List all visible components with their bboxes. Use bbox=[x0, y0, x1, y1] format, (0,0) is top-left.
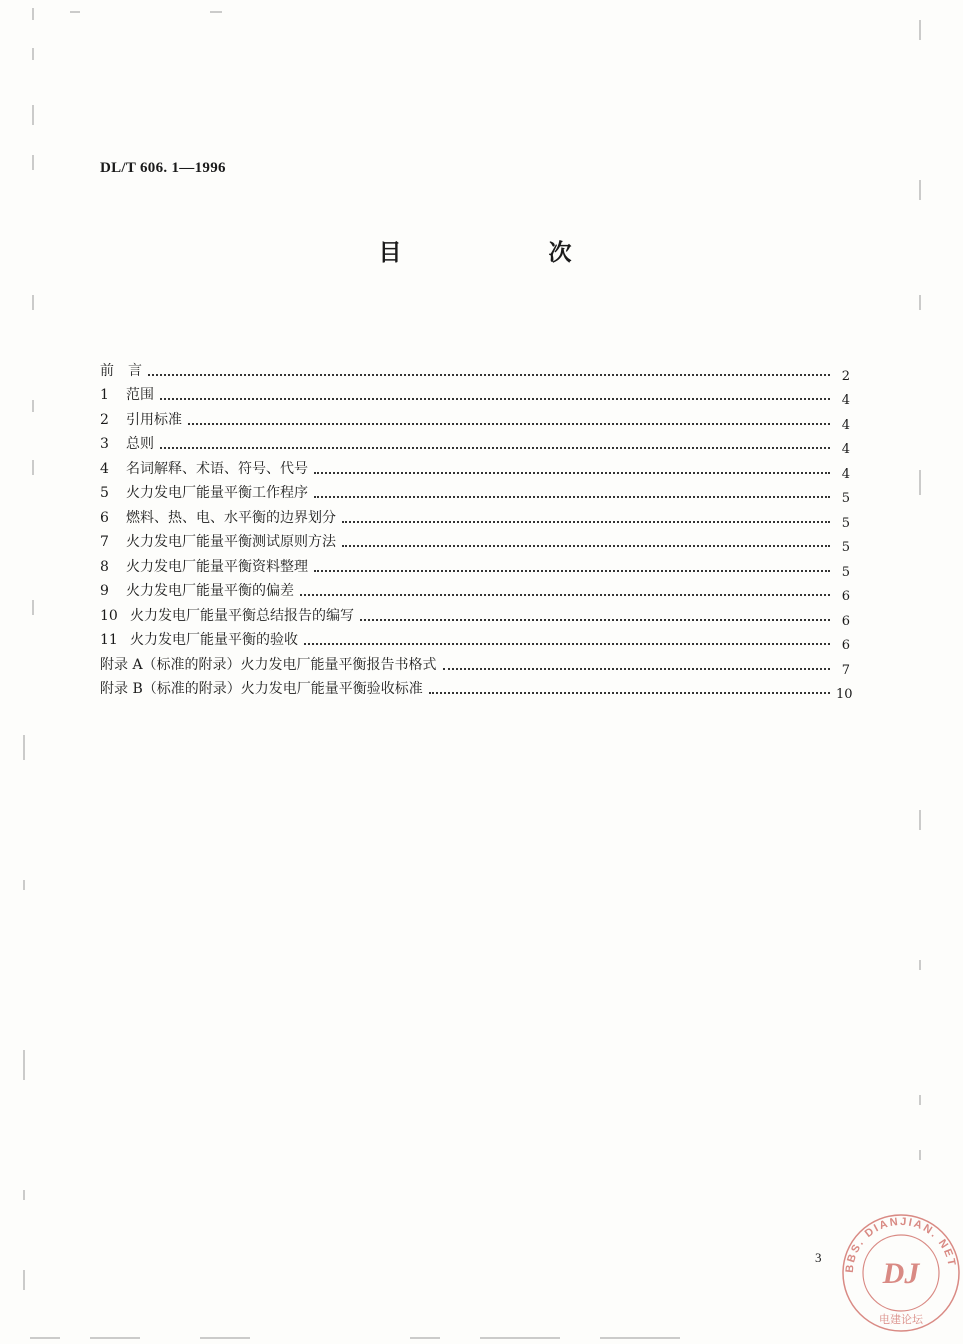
toc-entry-label bbox=[100, 580, 294, 600]
toc-entry-page: 4 bbox=[841, 466, 850, 482]
toc-entry-page: 6 bbox=[841, 613, 850, 629]
dot-leader bbox=[148, 374, 830, 376]
toc-entry bbox=[100, 380, 850, 408]
toc-entry-text: 范围 bbox=[126, 387, 154, 403]
dot-leader bbox=[314, 472, 830, 474]
toc-entry-page: 5 bbox=[841, 491, 850, 506]
toc-entry bbox=[100, 404, 850, 433]
toc-entry-text: 燃料、热、电、水平衡的边界划分 bbox=[126, 509, 336, 526]
toc-entry-text: 总则 bbox=[126, 436, 154, 452]
toc-entry-number: 2 bbox=[100, 411, 109, 428]
toc-entry-label bbox=[100, 531, 336, 551]
toc-entry-label bbox=[100, 678, 423, 698]
toc-entry-number: 11 bbox=[100, 632, 118, 648]
toc-entry bbox=[100, 576, 850, 604]
toc-entry-page: 4 bbox=[841, 393, 850, 408]
toc-entry-text: 名词解释、术语、符号、代号 bbox=[126, 460, 308, 477]
svg-text:DJ: DJ bbox=[882, 1257, 920, 1290]
toc-entry-page: 6 bbox=[841, 638, 850, 653]
toc-entry-label bbox=[100, 556, 308, 576]
toc-entry-text: 火力发电厂能量平衡总结报告的编写 bbox=[130, 607, 354, 624]
toc-entry bbox=[100, 551, 850, 580]
toc-entry-label bbox=[100, 360, 142, 380]
toc-entry-number: 8 bbox=[100, 558, 109, 575]
dot-leader bbox=[443, 668, 830, 670]
dianjian-stamp-logo bbox=[833, 1203, 963, 1333]
toc-entry bbox=[100, 600, 850, 629]
toc-entry-page: 4 bbox=[841, 417, 850, 433]
toc-entry-text: 前 言 bbox=[100, 362, 142, 379]
toc-entry-number: 3 bbox=[100, 436, 109, 452]
toc-entry-text: 火力发电厂能量平衡的偏差 bbox=[126, 583, 294, 599]
toc-entry-text: 火力发电厂能量平衡资料整理 bbox=[126, 558, 308, 575]
toc-entry-label bbox=[100, 409, 182, 429]
toc-entry-label bbox=[100, 433, 154, 453]
toc-entry-page: 5 bbox=[841, 564, 850, 580]
toc-entry bbox=[100, 649, 850, 678]
toc-entry-number: 10 bbox=[100, 607, 118, 624]
table-of-contents bbox=[100, 355, 853, 702]
svg-text:电建论坛: 电建论坛 bbox=[879, 1313, 923, 1326]
toc-entry-page: 7 bbox=[841, 662, 850, 678]
toc-entry-number: 5 bbox=[100, 485, 109, 501]
toc-entry-number: 1 bbox=[100, 387, 109, 403]
dot-leader bbox=[314, 570, 830, 572]
dot-leader bbox=[360, 619, 830, 621]
dot-leader bbox=[342, 521, 830, 523]
toc-entry bbox=[100, 478, 850, 506]
toc-entry-page: 5 bbox=[841, 515, 850, 531]
toc-entry bbox=[100, 453, 850, 482]
toc-entry-text: 附录 A（标准的附录）火力发电厂能量平衡报告书格式 bbox=[100, 656, 437, 673]
toc-entry-page: 10 bbox=[836, 687, 853, 702]
dot-leader bbox=[160, 447, 830, 449]
toc-entry-number: 6 bbox=[100, 509, 109, 526]
page-title: 目 次 bbox=[378, 239, 634, 266]
toc-entry bbox=[100, 625, 850, 653]
toc-entry-page: 5 bbox=[841, 540, 850, 555]
dot-leader bbox=[342, 545, 830, 547]
toc-entry-page: 4 bbox=[841, 442, 850, 457]
toc-entry-page: 6 bbox=[841, 589, 850, 604]
dot-leader bbox=[304, 643, 830, 645]
toc-entry-text: 附录 B（标准的附录）火力发电厂能量平衡验收标准 bbox=[100, 681, 423, 697]
dot-leader bbox=[300, 594, 830, 596]
toc-entry-label bbox=[100, 482, 308, 502]
page-number: 3 bbox=[815, 1250, 822, 1265]
toc-entry-label bbox=[100, 654, 437, 674]
dot-leader bbox=[188, 423, 830, 425]
toc-entry-label bbox=[100, 605, 354, 625]
toc-entry-text: 引用标准 bbox=[126, 411, 182, 428]
toc-entry-number: 4 bbox=[100, 460, 109, 477]
toc-entry-number: 7 bbox=[100, 534, 109, 550]
toc-entry bbox=[100, 355, 850, 384]
toc-entry bbox=[100, 502, 850, 531]
toc-entry-page: 2 bbox=[841, 368, 850, 384]
toc-entry-text: 火力发电厂能量平衡的验收 bbox=[130, 632, 298, 648]
svg-text:BBS. DIANJIAN. NET: BBS. DIANJIAN. NET bbox=[843, 1215, 958, 1274]
toc-entry-number: 9 bbox=[100, 583, 109, 599]
dot-leader bbox=[314, 496, 830, 498]
toc-entry bbox=[100, 527, 850, 555]
document-code: DL/T 606. 1—1996 bbox=[100, 160, 226, 176]
toc-entry-label bbox=[100, 458, 308, 478]
toc-entry bbox=[100, 429, 850, 457]
toc-entry bbox=[100, 674, 853, 702]
dot-leader bbox=[160, 398, 830, 400]
toc-entry-label bbox=[100, 629, 298, 649]
toc-entry-text: 火力发电厂能量平衡测试原则方法 bbox=[126, 534, 336, 550]
toc-entry-label bbox=[100, 507, 336, 527]
toc-entry-label bbox=[100, 384, 154, 404]
toc-entry-text: 火力发电厂能量平衡工作程序 bbox=[126, 485, 308, 501]
dot-leader bbox=[429, 692, 830, 694]
